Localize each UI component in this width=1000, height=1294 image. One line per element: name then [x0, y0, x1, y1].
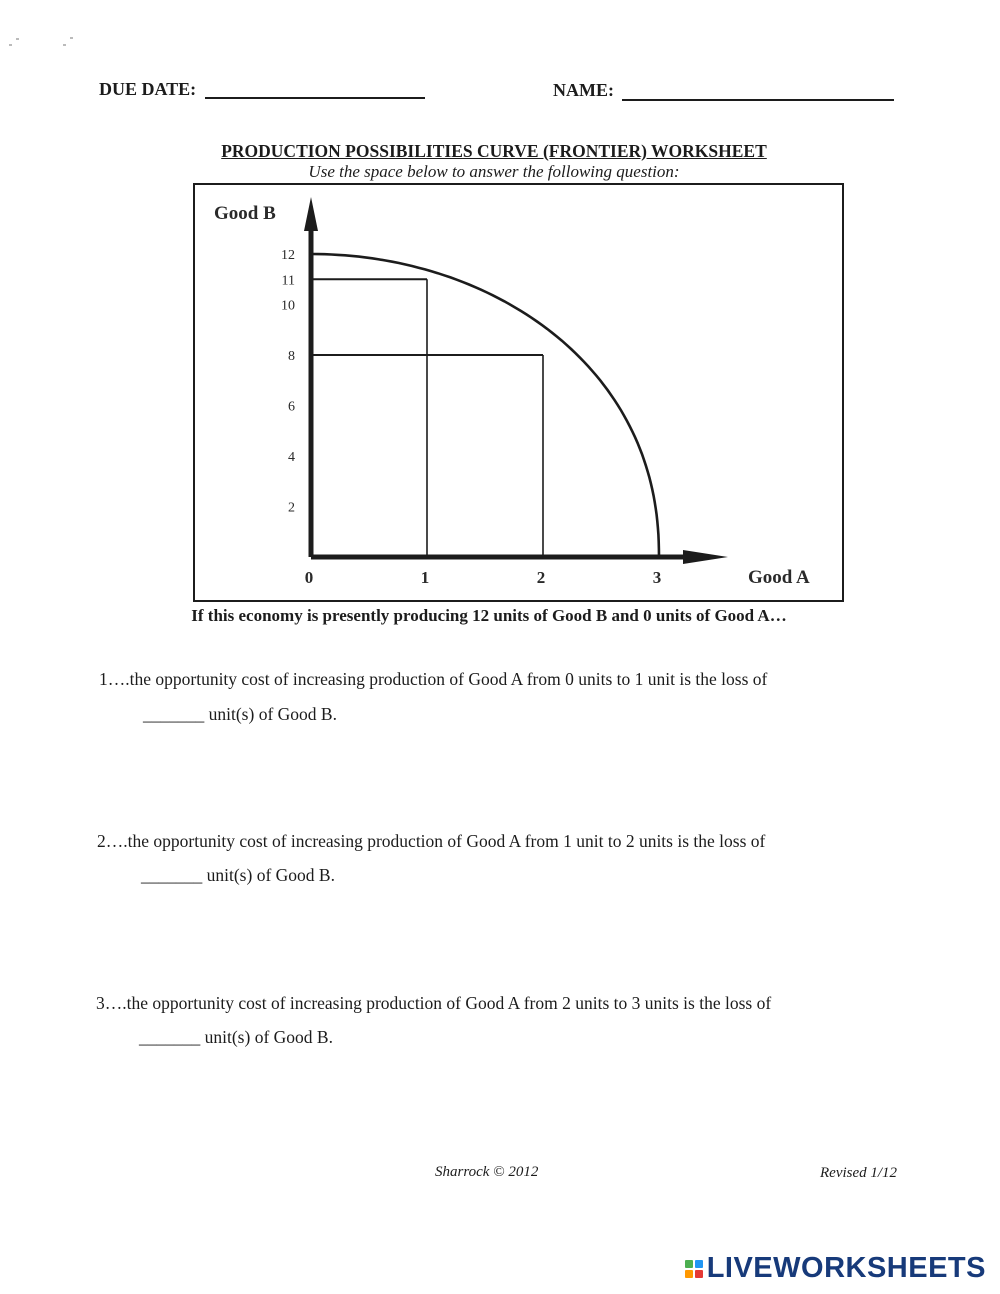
- name-label: NAME:: [553, 80, 614, 100]
- liveworksheets-logo-icon: [685, 1260, 703, 1278]
- x-tick-label: 2: [536, 568, 546, 587]
- ppc-curve-line: [311, 254, 659, 557]
- question-3-answer[interactable]: _______ unit(s) of Good B.: [139, 1027, 333, 1047]
- chart-frame: [193, 183, 844, 602]
- logo-square-icon: [685, 1270, 693, 1278]
- ppc-chart: [195, 185, 842, 600]
- y-tick-label: 4: [288, 450, 295, 465]
- logo-square-icon: [695, 1270, 703, 1278]
- logo-square-icon: [685, 1260, 693, 1268]
- x-axis-label: Good A: [748, 567, 810, 588]
- question-2-text: 2….the opportunity cost of increasing production of Good A from 1 unit to 2 units is the loss of: [97, 831, 766, 851]
- logo-square-icon: [695, 1260, 703, 1268]
- scan-speck: [9, 44, 12, 46]
- copyright-text: Sharrock © 2012: [435, 1164, 539, 1180]
- scan-speck: [63, 44, 66, 46]
- question-1-text: 1….the opportunity cost of increasing production of Good A from 0 units to 1 unit is the loss of: [99, 669, 768, 689]
- y-axis-arrow-icon: [304, 197, 318, 231]
- worksheet-title: PRODUCTION POSSIBILITIES CURVE (FRONTIER) WORKSHEET: [221, 141, 767, 161]
- y-tick-label: 8: [288, 349, 295, 364]
- revised-date: Revised 1/12: [820, 1165, 898, 1181]
- scan-speck: [70, 37, 73, 39]
- name-field[interactable]: [622, 99, 894, 101]
- liveworksheets-brand[interactable]: [685, 1252, 986, 1285]
- y-tick-label: 11: [281, 273, 295, 289]
- economy-premise: If this economy is presently producing 12 units of Good B and 0 units of Good A…: [191, 606, 787, 625]
- scan-speck: [16, 38, 19, 40]
- question-1-answer[interactable]: _______ unit(s) of Good B.: [143, 704, 337, 724]
- due-date-label: DUE DATE:: [99, 79, 197, 99]
- y-axis-label: Good B: [214, 203, 276, 224]
- x-tick-label: 0: [304, 568, 314, 587]
- question-3-text: 3….the opportunity cost of increasing production of Good A from 2 units to 3 units is the loss of: [96, 993, 772, 1013]
- y-tick-label: 10: [281, 298, 295, 314]
- question-2-answer[interactable]: _______ unit(s) of Good B.: [141, 865, 335, 885]
- y-tick-label: 6: [288, 399, 295, 415]
- x-tick-label: 3: [652, 568, 662, 587]
- worksheet-instruction: Use the space below to answer the following question:: [308, 162, 680, 181]
- due-date-field[interactable]: [205, 97, 425, 99]
- y-tick-label: 2: [288, 500, 295, 516]
- brand-name: LIVEWORKSHEETS: [706, 1252, 986, 1284]
- x-tick-label: 1: [420, 568, 430, 587]
- x-axis-arrow-icon: [683, 550, 728, 564]
- y-tick-label: 12: [281, 248, 295, 263]
